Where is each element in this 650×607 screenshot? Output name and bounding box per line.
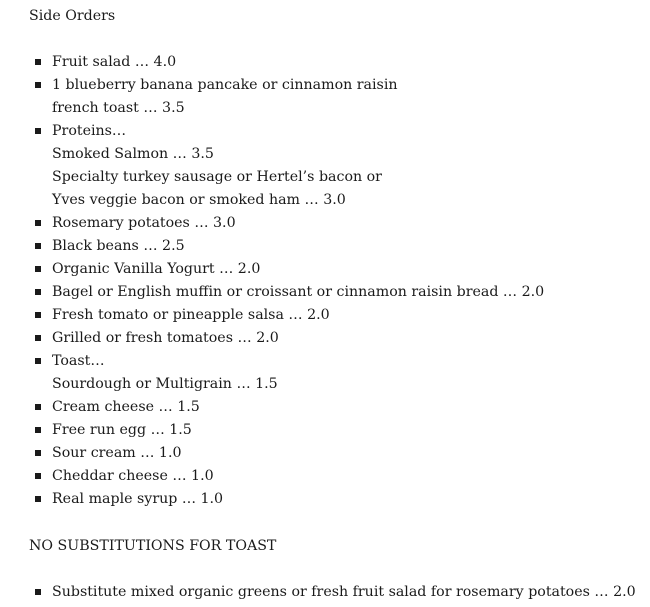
menu-item (0, 350, 544, 396)
bullet-icon (35, 589, 41, 595)
menu-item (0, 581, 636, 604)
menu-item-line: french toast … 3.5 (52, 100, 185, 116)
menu-item (0, 396, 544, 419)
menu-item-line: Cheddar cheese … 1.0 (52, 468, 214, 484)
bullet-icon (35, 312, 41, 318)
menu-item-line: Toast… (52, 353, 105, 369)
menu-item-line: Specialty turkey sausage or Hertel’s bacon or (52, 169, 382, 185)
bullet-icon (35, 289, 41, 295)
menu-item-line: Grilled or fresh tomatoes … 2.0 (52, 330, 279, 346)
menu-item-line: Free run egg … 1.5 (52, 422, 192, 438)
menu-item-line: Fresh tomato or pineapple salsa … 2.0 (52, 307, 330, 323)
menu-item (0, 74, 544, 120)
menu-item-line: Cream cheese … 1.5 (52, 399, 200, 415)
menu-item-line: Black beans … 2.5 (52, 238, 185, 254)
bullet-icon (35, 128, 41, 134)
side-orders-heading: Side Orders (29, 8, 116, 24)
menu-item-line: Proteins… (52, 123, 127, 139)
substitutions-heading: NO SUBSTITUTIONS FOR TOAST (29, 538, 277, 554)
menu-item-line: Real maple syrup … 1.0 (52, 491, 224, 507)
menu-item-line: Organic Vanilla Yogurt … 2.0 (52, 261, 261, 277)
bullet-icon (35, 427, 41, 433)
menu-item-line: Bagel or English muffin or croissant or cinnamon raisin bread … 2.0 (52, 284, 545, 300)
menu-item-line: Yves veggie bacon or smoked ham … 3.0 (52, 192, 346, 208)
bullet-icon (35, 496, 41, 502)
bullet-icon (35, 243, 41, 249)
menu-item (0, 488, 544, 511)
menu-item (0, 442, 544, 465)
bullet-icon (35, 404, 41, 410)
menu-item (0, 51, 544, 74)
menu-item (0, 258, 544, 281)
menu-item-line: Sourdough or Multigrain … 1.5 (52, 376, 278, 392)
menu-item-line: 1 blueberry banana pancake or cinnamon raisin (52, 77, 398, 93)
bullet-icon (35, 59, 41, 65)
bullet-icon (35, 358, 41, 364)
menu-item (0, 281, 544, 304)
menu-item-line: Fruit salad … 4.0 (52, 54, 177, 70)
menu-item (0, 419, 544, 442)
menu-item (0, 212, 544, 235)
menu-item-line: Sour cream … 1.0 (52, 445, 182, 461)
bullet-icon (35, 220, 41, 226)
bullet-icon (35, 82, 41, 88)
menu-item (0, 465, 544, 488)
side-orders-list (0, 51, 544, 511)
menu-item (0, 235, 544, 258)
menu-item (0, 327, 544, 350)
bullet-icon (35, 335, 41, 341)
menu-item-line: Substitute mixed organic greens or fresh fruit salad for rosemary potatoes … 2.0 (52, 584, 636, 600)
bullet-icon (35, 266, 41, 272)
bullet-icon (35, 473, 41, 479)
bullet-icon (35, 450, 41, 456)
menu-item (0, 304, 544, 327)
menu-item-line: Smoked Salmon … 3.5 (52, 146, 214, 162)
menu-item-line: Rosemary potatoes … 3.0 (52, 215, 236, 231)
menu-item (0, 120, 544, 212)
substitutions-list (0, 581, 636, 604)
